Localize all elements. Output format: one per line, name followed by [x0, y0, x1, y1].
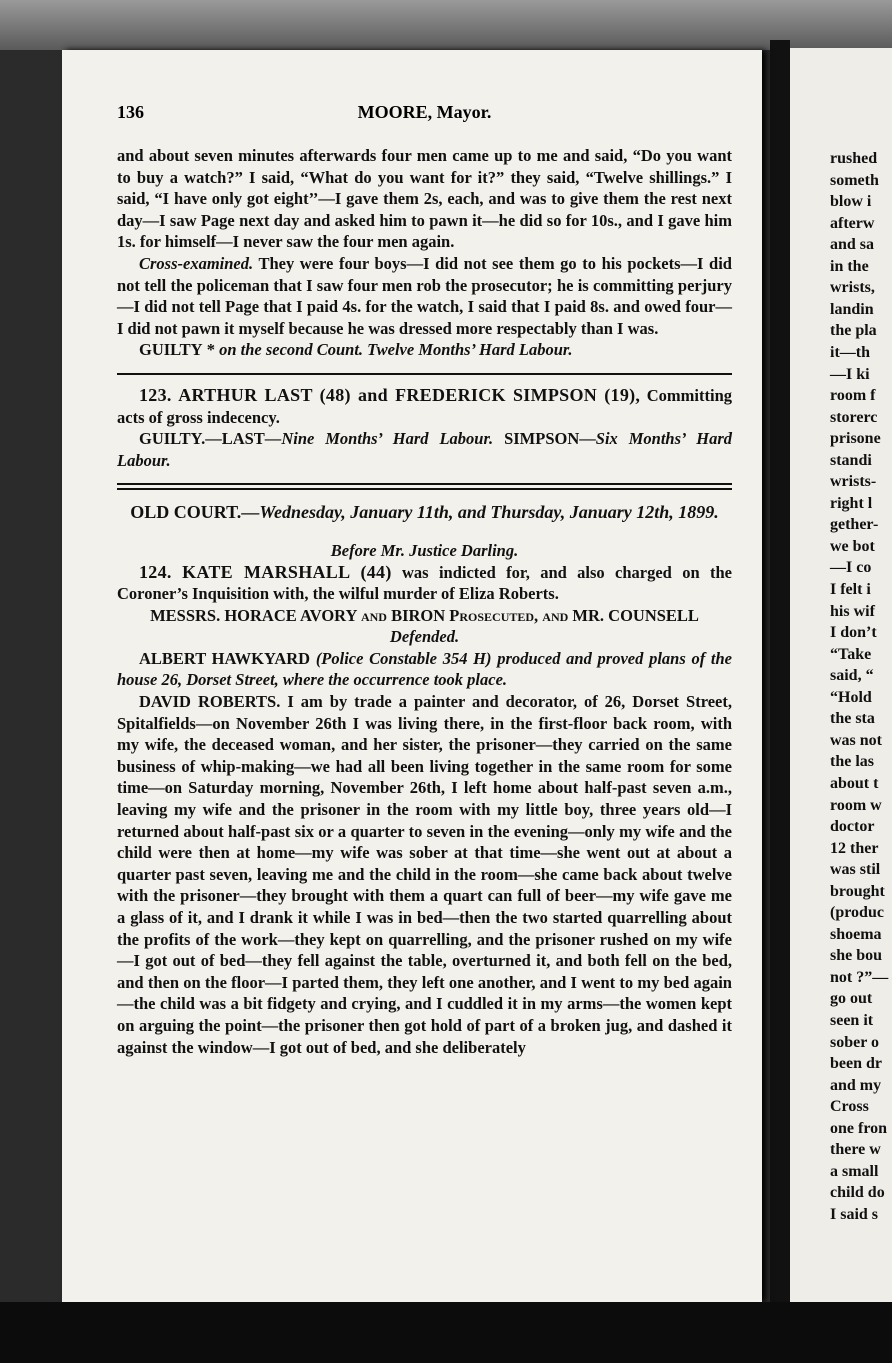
case-124 [117, 562, 732, 605]
facing-page-line: shoema [830, 925, 882, 943]
indictment-text: was indicted for, and also charged on the Coroner’s Inquisition with, the wilful murder of Eliza Roberts. [117, 562, 733, 604]
facing-page-line: Cross [830, 1098, 869, 1116]
facing-page-line: a small [830, 1162, 879, 1180]
facing-page-line: right l [830, 494, 873, 512]
facing-page-line: afterw [830, 214, 875, 232]
double-rule [117, 483, 732, 490]
court-heading [117, 502, 732, 524]
facing-page-line: “Take [830, 645, 872, 663]
text-line: day and asked him to pawn it—he did so for 10s., and I gave him 1s. [117, 210, 732, 252]
facing-page-line: she bou [830, 947, 883, 965]
facing-page-line: was stil [830, 861, 881, 879]
roberts-evidence [117, 691, 732, 1058]
witness-name: DAVID ROBERTS. [139, 692, 281, 712]
facing-page-line: rushed [830, 150, 878, 167]
facing-page-line: it—th [830, 343, 870, 361]
case-number: 124. [139, 561, 172, 582]
facing-page-line: one fron [830, 1119, 888, 1137]
facing-page-line: been dr [830, 1055, 882, 1073]
facing-page-line: —I co [830, 559, 872, 577]
facing-page-line: not ?”— [830, 968, 889, 986]
witness-name: ALBERT HAWKYARD [139, 648, 311, 668]
text-line: and about seven minutes afterwards four men came up to me and said, [117, 146, 628, 165]
book-page [62, 50, 762, 1302]
facing-page-line: blow i [830, 193, 872, 211]
last-label: LAST— [221, 429, 282, 449]
facing-page-line: storerc [830, 408, 878, 426]
facing-page-line: room f [830, 387, 876, 405]
facing-page-line: the pla [830, 322, 877, 340]
facing-page-line: about t [830, 774, 879, 792]
paragraph-testimony-end [117, 145, 732, 253]
defendant-name: KATE MARSHALL (44) [182, 561, 392, 582]
simpson-sentence: Six Months’ Hard Labour. [117, 429, 732, 470]
page-header [117, 102, 732, 126]
facing-page-line: sober o [830, 1033, 880, 1051]
facing-page-line: “Hold [830, 688, 872, 706]
scan-bottom-edge [0, 1302, 892, 1363]
page-body [117, 145, 732, 1058]
facing-page-line: 12 ther [830, 839, 879, 857]
verdict-line [117, 339, 732, 361]
case-123 [117, 385, 732, 428]
facing-page-line: seen it [830, 1012, 874, 1029]
facing-page-line: room w [830, 796, 882, 814]
facing-page-line: child do [830, 1184, 885, 1202]
facing-page-line: prisone [830, 430, 881, 448]
facing-page-line: was not [830, 731, 883, 749]
court-dates: Wednesday, January 11th, and Thursday, January 12th, 1899. [259, 502, 719, 523]
counsel-text: MESSRS. HORACE AVORY and BIRON Prosecuted, and MR. COUNSELL [150, 605, 699, 625]
judge-name: Before Mr. Justice Darling. [330, 540, 519, 560]
text-line: they said, “Twelve shillings.” I said, “I have only got eight’’—I gave [117, 167, 732, 209]
verdict-mark: * [206, 340, 215, 360]
facing-page-line: said, “ [830, 667, 874, 685]
facing-page-line: go out [830, 990, 873, 1008]
facing-page-line: doctor [830, 818, 875, 836]
verdict-sentence: on the second Count. Twelve Months’ Hard Labour. [219, 340, 573, 360]
text-line: for himself—I never saw the four men again. [139, 232, 455, 252]
facing-page-line: and my [830, 1076, 882, 1094]
case-number: 123. [139, 384, 172, 405]
facing-page-line: wrists- [830, 473, 877, 491]
facing-page-line: we bot [830, 537, 875, 555]
facing-page-line: brought [830, 882, 885, 900]
cross-examination-text: They were four boys—I did not see them go to his pockets—I did not tell the policeman that I saw four men rob the prosecutor; he is committing perjury—I did not tell Page that I paid 4s. for the watch, I said that I paid 8s. and owed four—I did not pawn it myself because he was dressed more respectably than I was. [117, 253, 732, 338]
page-number: 136 [117, 102, 144, 122]
facing-page-line: there w [830, 1141, 881, 1159]
section-rule [117, 373, 732, 375]
guilty-label: GUILTY [139, 340, 203, 360]
text-line: them 2s, each, and was to give them the rest next day—I saw Page next [117, 189, 732, 230]
case-123-verdict [117, 428, 732, 471]
facing-page-line: I don’t [830, 624, 877, 642]
court-name: OLD COURT.— [130, 502, 260, 523]
facing-page-line: standi [830, 451, 872, 469]
simpson-label: SIMPSON— [504, 429, 596, 449]
defendant-names: ARTHUR LAST (48) and FREDERICK SIMPSON (19), [178, 384, 641, 405]
facing-page-line: wrists, [830, 279, 875, 297]
facing-page-line: I felt i [830, 581, 871, 598]
guilty-label: GUILTY.— [139, 429, 222, 449]
facing-page-line: gether- [830, 516, 879, 534]
running-title: MOORE, Mayor. [357, 102, 492, 122]
text-line: “Do you want to buy a watch?” I said, “What do you want for it?” [117, 146, 733, 187]
facing-page-line: the las [830, 753, 874, 771]
hawkyard-evidence [117, 648, 732, 691]
facing-page-line: landin [830, 300, 874, 318]
facing-page-line: I said s [830, 1205, 879, 1223]
facing-page-line: someth [830, 171, 879, 189]
facing-page-line: in the [830, 257, 869, 275]
judge-line [117, 540, 732, 562]
counsel-line [117, 605, 732, 648]
counsel-defended: Defended. [389, 627, 460, 647]
charge-text: Committing acts of gross indecency. [117, 385, 732, 427]
facing-page-line: the sta [830, 710, 875, 728]
witness-text: (Police Constable 354 H) produced and proved plans of the house 26, Dorset Street, where the occurrence took place. [117, 648, 732, 690]
facing-page-line: —I ki [830, 365, 870, 383]
book-gutter [770, 40, 790, 1320]
cross-examination [117, 253, 732, 339]
last-sentence: Nine Months’ Hard Labour. [281, 429, 494, 449]
facing-page-line: and sa [830, 236, 875, 254]
scan-top-edge [0, 0, 892, 50]
facing-page-line: his wif [830, 602, 875, 620]
facing-page-line: (produc [830, 904, 884, 922]
cross-examined-label: Cross-examined. [139, 253, 254, 273]
facing-page [790, 48, 892, 1318]
witness-text: I am by trade a painter and decorator, of 26, Dorset Street, Spitalfields—on November 26th I was living there, in the first-floor back room, with my wife, the deceased woman, and her sister, the prisoner—they carried on the same business of whip-making—we had all been living together in the same room for some time—on Saturday morning, November 26th, I left home about half-past seven a.m., leaving my wife and the prisoner in the room with my little boy, three years old—I returned about half-past six or a quarter to seven in the evening—only my wife and the child were then at home—my wife was sober at that time—she went out at about a quarter past seven, leaving me and the child in the room—she came back about twelve with the prisoner—they brought with them a quart can full of beer—my wife gave me a glass of it, and I drank it while I was in bed—then the two started quarrelling about the profits of the work—they kept on quarrelling, and the prisoner rushed on my wife—I got out of bed—they fell against the table, overturned it, and both fell on the bed, and then on the floor—I parted them, they left one another, and I went to my bed again—the child was a bit fidgety and crying, and I cuddled it in my arms—the women kept on arguing the point—the prisoner then got hold of part of a broken jug, and dashed it against the window—I got out of bed, and she deliberately [117, 692, 732, 1057]
